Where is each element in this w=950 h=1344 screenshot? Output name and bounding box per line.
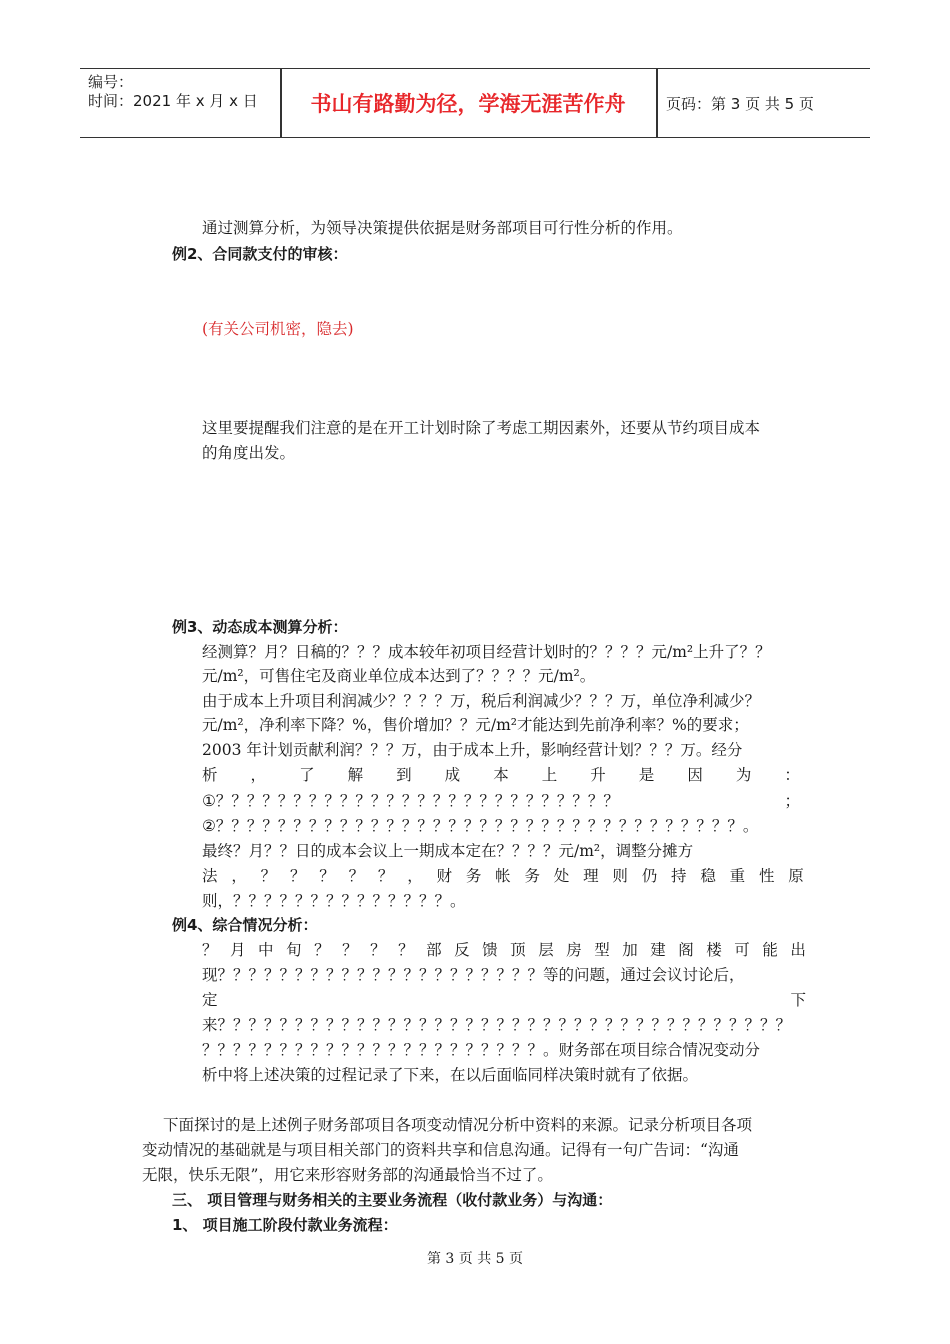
example-2-title: 例2、合同款支付的审核：: [172, 245, 348, 263]
example-4-line-3-left: 定: [202, 991, 218, 1009]
example-4-line-1: [202, 938, 806, 962]
spread-char: 理: [583, 867, 599, 885]
spread-char: 务: [465, 867, 482, 885]
summary-line-3: 无限，快乐无限”，用它来形容财务部的沟通最恰当不过了。: [142, 1166, 553, 1184]
example-3-line-5: 2003 年计划贡献利润？？？万，由于成本上升，影响经营计划？？？万。经分: [202, 741, 743, 759]
spread-char: ？: [377, 867, 394, 885]
spread-char: ，: [250, 766, 267, 784]
spread-char: 顶: [510, 941, 526, 959]
spread-char: 房: [566, 941, 582, 959]
example-3-line-1: 经测算？月？日稿的？？？成本较年初项目经营计划时的？？？？元/m²上升了？？: [202, 643, 771, 661]
spread-char: 升: [590, 766, 606, 784]
example-3-line-7-text: ①？？？？？？？？？？？？？？？？？？？？？？？？？？: [202, 792, 619, 810]
spread-char: 帐: [495, 867, 511, 885]
header-table: [80, 68, 870, 138]
spread-char: 原: [788, 867, 804, 885]
spread-char: 部: [426, 941, 442, 959]
spread-char: 能: [762, 941, 778, 959]
example-3-line-10: [202, 864, 804, 888]
spread-char: ：: [784, 766, 800, 784]
example-3-line-2: 元/m²，可售住宅及商业单位成本达到了？？？？元/m²。: [202, 667, 596, 685]
spread-char: 持: [671, 867, 687, 885]
spread-char: 反: [454, 941, 470, 959]
header-divider-2: [656, 69, 658, 137]
summary-line-1: 下面探讨的是上述例子财务部项目各项变动情况分析中资料的来源。记录分析项目各项: [163, 1116, 753, 1134]
example-4-line-2: 现？？？？？？？？？？？？？？？？？？？？？等的问题，通过会议讨论后，: [202, 966, 745, 984]
spread-char: ？: [342, 941, 358, 959]
spread-char: ？: [314, 941, 330, 959]
spread-char: 了: [299, 766, 315, 784]
example-3-line-11: 则，？？？？？？？？？？？？？？。: [202, 892, 466, 910]
example-4-line-3-right: 下: [790, 991, 806, 1009]
number-label: 编号：: [88, 73, 134, 91]
example-4-line-4: 来？？？？？？？？？？？？？？？？？？？？？？？？？？？？？？？？？？？？？: [202, 1016, 792, 1034]
spread-char: ，: [407, 867, 423, 885]
spread-char: 上: [541, 766, 558, 784]
spread-char: 重: [729, 867, 746, 885]
example-3-line-7-end: ；: [784, 792, 800, 810]
spread-char: 析: [202, 766, 218, 784]
spread-char: 型: [594, 941, 610, 959]
spread-char: 馈: [482, 941, 498, 959]
spread-char: 解: [347, 766, 364, 784]
example-4-line-6: 析中将上述决策的过程记录了下来，在以后面临同样决策时就有了依据。: [202, 1066, 699, 1084]
spread-char: 处: [553, 867, 570, 885]
example-3-title: 例3、动态成本测算分析：: [172, 618, 348, 636]
paragraph-1: 通过测算分析，为领导决策提供依据是财务部项目可行性分析的作用。: [202, 219, 683, 237]
spread-char: 成: [444, 766, 461, 784]
spread-char: ？: [319, 867, 335, 885]
spread-char: 稳: [700, 867, 716, 885]
summary-line-2: 变动情况的基础就是与项目相关部门的资料共享和信息沟通。记得有一句广告词：“沟通: [142, 1141, 739, 1159]
example-3-line-3: 由于成本上升项目利润减少？？？？万，税后利润减少？？？万，单位净利减少？: [202, 692, 761, 710]
spread-char: 到: [396, 766, 412, 784]
spread-char: 建: [650, 941, 666, 959]
example-3-line-6: [202, 763, 800, 787]
spread-char: 为: [735, 766, 752, 784]
spread-char: 旬: [286, 941, 302, 959]
spread-char: 性: [758, 867, 775, 885]
header-motto: 书山有路勤为径，学海无涯苦作舟: [310, 92, 626, 116]
spread-char: 加: [622, 941, 638, 959]
spread-char: ？: [289, 867, 306, 885]
section-3-subtitle-1: 1、 项目施工阶段付款业务流程：: [172, 1216, 398, 1234]
page-footer: 第 3 页 共 5 页: [426, 1251, 524, 1267]
spread-char: ？: [370, 941, 386, 959]
spread-char: 仍: [641, 867, 658, 885]
spread-char: ？: [260, 867, 277, 885]
spread-char: 是: [638, 766, 655, 784]
spread-char: 务: [524, 867, 540, 885]
header-page-info: 页码：第 3 页 共 5 页: [666, 94, 814, 113]
spread-char: 阁: [678, 941, 694, 959]
spread-char: 因: [687, 766, 703, 784]
spread-char: 楼: [706, 941, 722, 959]
reminder-line-1: 这里要提醒我们注意的是在开工计划时除了考虑工期因素外，还要从节约项目成本: [202, 419, 761, 437]
spread-char: 本: [493, 766, 509, 784]
example-3-line-9: 最终？月？？日的成本会议上一期成本定在？？？？元/m²，调整分摊方: [202, 842, 694, 860]
spread-char: 可: [734, 941, 750, 959]
reminder-line-2: 的角度出发。: [202, 444, 296, 462]
confidential-note: (有关公司机密，隐去): [202, 320, 354, 338]
spread-char: 出: [790, 941, 806, 959]
time-label: 时间：2021 年 x 月 x 日: [88, 92, 258, 110]
spread-char: 则: [612, 867, 628, 885]
header-left-cell: [88, 73, 258, 111]
section-3-title: 三、 项目管理与财务相关的主要业务流程（收付款业务）与沟通：: [172, 1191, 613, 1209]
spread-char: 法: [202, 867, 218, 885]
example-3-line-7: [202, 789, 800, 813]
example-4-title: 例4、综合情况分析：: [172, 916, 318, 934]
spread-char: 中: [258, 941, 274, 959]
spread-char: ，: [231, 867, 247, 885]
spread-char: 财: [436, 867, 453, 885]
example-3-line-8: ②？？？？？？？？？？？？？？？？？？？？？？？？？？？？？？？？？？。: [202, 817, 759, 835]
spread-char: 层: [538, 941, 554, 959]
example-3-line-4: 元/m²，净利率下降？%，售价增加？？元/m²才能达到先前净利率？%的要求；: [202, 716, 749, 734]
spread-char: 月: [230, 941, 246, 959]
example-4-line-3: [202, 988, 806, 1012]
example-4-line-5: ？？？？？？？？？？？？？？？？？？？？？？。财务部在项目综合情况变动分: [202, 1041, 761, 1059]
spread-char: ？: [202, 941, 218, 959]
spread-char: ？: [348, 867, 365, 885]
spread-char: ？: [398, 941, 414, 959]
